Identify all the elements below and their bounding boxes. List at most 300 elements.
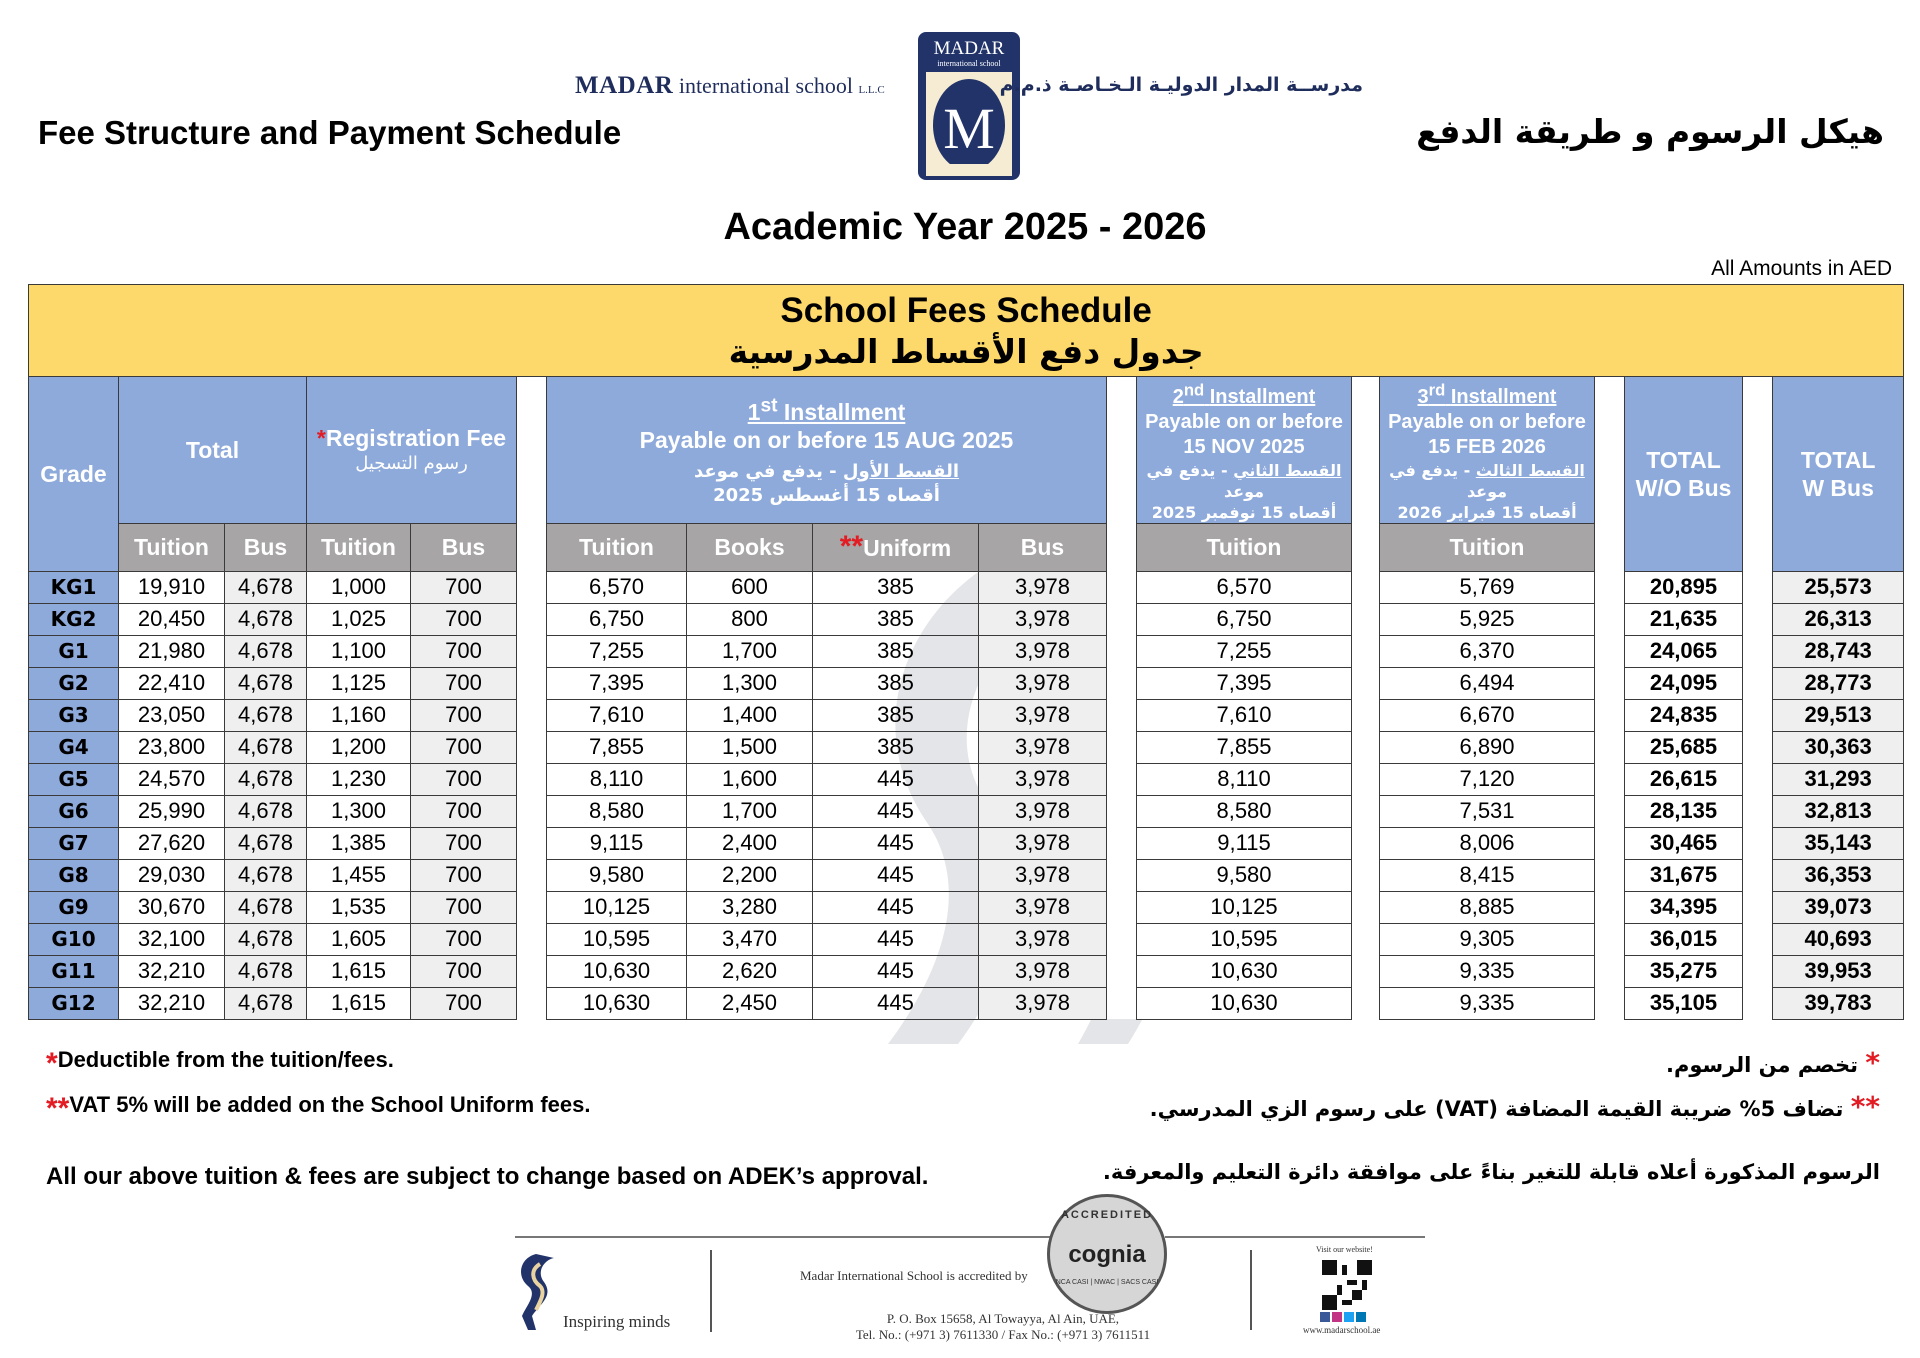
inst1-bus-cell: 3,978	[979, 603, 1107, 635]
column-gap	[1107, 763, 1137, 795]
total-bus-cell: 4,678	[225, 795, 307, 827]
inst1-tuition-cell: 8,110	[547, 763, 687, 795]
inst3-ar-text: - يدفع في موعد	[1389, 460, 1508, 501]
inst1-uniform-cell: 385	[813, 635, 979, 667]
inst1-uniform-cell: 445	[813, 795, 979, 827]
total-wo-bus-cell: 28,135	[1625, 795, 1743, 827]
total-tuition-cell: 20,450	[119, 603, 225, 635]
registration-tuition-cell: 1,615	[307, 987, 411, 1019]
column-gap	[1595, 955, 1625, 987]
column-gap	[517, 763, 547, 795]
column-gap	[1743, 699, 1773, 731]
brand-name-arabic: مدرســة المدار الدوليـة الـخـاصـة ذ.م.م	[999, 74, 1363, 96]
footer-tagline: Inspiring minds	[563, 1312, 671, 1331]
subheader-inst3-tuition: Tuition	[1380, 523, 1595, 571]
inst3-tuition-cell: 5,925	[1380, 603, 1595, 635]
inst1-ordinal: 1	[747, 398, 761, 425]
total-wo-bus-cell: 25,685	[1625, 731, 1743, 763]
column-gap	[1352, 827, 1380, 859]
grade-cell: KG2	[29, 603, 119, 635]
inst1-bus-cell: 3,978	[979, 571, 1107, 603]
inst2-tuition-cell: 10,630	[1137, 955, 1352, 987]
table-row	[29, 731, 1904, 763]
fees-table-container	[28, 284, 1903, 1016]
inst3-tuition-cell: 8,006	[1380, 827, 1595, 859]
table-row	[29, 923, 1904, 955]
footer-phone: Tel. No.: (+971 3) 7611330 / Fax No.: (+971 3) 7611511	[855, 1327, 1151, 1342]
inst1-uniform-cell: 445	[813, 987, 979, 1019]
inst1-tuition-cell: 9,115	[547, 827, 687, 859]
total-wo-bus-cell: 24,065	[1625, 635, 1743, 667]
note-subject-to-change: All our above tuition & fees are subject to change based on ADEK’s approval.	[46, 1163, 929, 1190]
column-gap	[1743, 763, 1773, 795]
note-vat-arabic	[1150, 1090, 1880, 1123]
inst2-due-date: 15 NOV 2025	[1183, 435, 1305, 458]
registration-tuition-cell: 1,455	[307, 859, 411, 891]
total-tuition-cell: 21,980	[119, 635, 225, 667]
inst1-bus-cell: 3,978	[979, 635, 1107, 667]
inst3-tuition-cell: 9,335	[1380, 955, 1595, 987]
page-title-english: Fee Structure and Payment Schedule	[38, 114, 622, 151]
header-grade: Grade	[29, 377, 119, 572]
inst1-bus-cell: 3,978	[979, 891, 1107, 923]
total-tuition-cell: 29,030	[119, 859, 225, 891]
subheader-inst1-books: Books	[687, 523, 813, 571]
inst1-uniform-cell: 445	[813, 955, 979, 987]
inst1-due-date: Payable on or before 15 AUG 2025	[639, 426, 1014, 453]
header-total: Total	[119, 377, 307, 524]
svg-text:MADAR: MADAR	[933, 38, 1005, 59]
registration-bus-cell: 700	[411, 987, 517, 1019]
inst1-ar-title: القسط الأول	[842, 460, 960, 482]
column-gap	[1107, 699, 1137, 731]
column-gap	[517, 859, 547, 891]
inst3-ar-date: أقصاه 15 فبراير 2026	[1397, 502, 1577, 522]
table-row	[29, 603, 1904, 635]
column-gap	[517, 827, 547, 859]
inst1-books-cell: 1,600	[687, 763, 813, 795]
qr-code-icon[interactable]	[1322, 1260, 1372, 1310]
inst1-uniform-cell: 385	[813, 667, 979, 699]
inst3-tuition-cell: 7,531	[1380, 795, 1595, 827]
grade-cell: G8	[29, 859, 119, 891]
column-gap	[1352, 923, 1380, 955]
inst1-uniform-cell: 445	[813, 827, 979, 859]
column-gap	[1352, 731, 1380, 763]
grade-cell: G2	[29, 667, 119, 699]
subheader-inst2-tuition: Tuition	[1137, 523, 1352, 571]
inst3-tuition-cell: 6,670	[1380, 699, 1595, 731]
inst2-tuition-cell: 7,855	[1137, 731, 1352, 763]
subheader-inst1-uniform	[813, 523, 979, 571]
inst2-ar-date: أقصاه 15 نوفمبر 2025	[1151, 502, 1337, 522]
note-subject-to-change-arabic: الرسوم المذكورة أعلاه قابلة للتغير بناءً على موافقة دائرة التعليم والمعرفة.	[1102, 1160, 1880, 1184]
table-row	[29, 891, 1904, 923]
brand-name-english	[575, 72, 885, 100]
inst1-bus-cell: 3,978	[979, 763, 1107, 795]
column-gap	[1352, 795, 1380, 827]
total-wo-bus-cell: 30,465	[1625, 827, 1743, 859]
total-bus-cell: 4,678	[225, 603, 307, 635]
inst3-title: Installment	[1450, 385, 1557, 408]
total-tuition-cell: 32,210	[119, 955, 225, 987]
column-gap	[1352, 571, 1380, 603]
subheader-inst1-bus: Bus	[979, 523, 1107, 571]
column-gap	[517, 795, 547, 827]
inst3-due-date: 15 FEB 2026	[1428, 435, 1546, 458]
column-gap	[517, 571, 547, 603]
total-w-bus-cell: 39,783	[1773, 987, 1904, 1019]
header-installment-1	[547, 377, 1107, 524]
column-gap	[1743, 377, 1773, 572]
brand-name-main: MADAR	[575, 72, 674, 99]
inst2-due-label: Payable on or before	[1145, 410, 1343, 433]
total-bus-cell: 4,678	[225, 635, 307, 667]
column-gap	[1352, 859, 1380, 891]
grade-cell: G9	[29, 891, 119, 923]
registration-bus-cell: 700	[411, 763, 517, 795]
inst1-tuition-cell: 6,750	[547, 603, 687, 635]
facebook-icon[interactable]	[1320, 1312, 1330, 1322]
inst1-tuition-cell: 9,580	[547, 859, 687, 891]
inst2-tuition-cell: 9,580	[1137, 859, 1352, 891]
fees-table-body	[29, 571, 1904, 1019]
total-tuition-cell: 27,620	[119, 827, 225, 859]
inst3-tuition-cell: 9,305	[1380, 923, 1595, 955]
total-wo-bus-cell: 24,835	[1625, 699, 1743, 731]
column-gap	[517, 377, 547, 572]
column-gap	[1743, 827, 1773, 859]
inst1-tuition-cell: 6,570	[547, 571, 687, 603]
column-gap	[517, 923, 547, 955]
column-gap	[1743, 955, 1773, 987]
registration-bus-cell: 700	[411, 571, 517, 603]
column-gap	[1595, 923, 1625, 955]
column-gap	[1352, 635, 1380, 667]
social-icons	[1320, 1312, 1366, 1322]
inst1-tuition-cell: 7,855	[547, 731, 687, 763]
column-gap	[1743, 667, 1773, 699]
inst1-ar-text: - يدفع في موعد	[693, 460, 843, 482]
total-w-bus-cell: 35,143	[1773, 827, 1904, 859]
inst1-books-cell: 1,700	[687, 795, 813, 827]
total-w-bus-line1: TOTAL	[1800, 446, 1876, 473]
inst3-due-label: Payable on or before	[1388, 410, 1586, 433]
column-gap	[1107, 891, 1137, 923]
currency-note: All Amounts in AED	[1711, 257, 1892, 280]
inst2-tuition-cell: 7,395	[1137, 667, 1352, 699]
inst1-uniform-cell: 445	[813, 859, 979, 891]
inst2-ar-text: - يدفع في موعد	[1146, 460, 1265, 501]
inst1-tuition-cell: 10,630	[547, 987, 687, 1019]
total-w-bus-cell: 32,813	[1773, 795, 1904, 827]
column-gap	[1595, 763, 1625, 795]
accreditation-text: Madar International School is accredited by	[800, 1268, 1028, 1283]
inst2-tuition-cell: 10,630	[1137, 987, 1352, 1019]
column-gap	[1595, 731, 1625, 763]
inst1-tuition-cell: 10,630	[547, 955, 687, 987]
total-wo-bus-cell: 21,635	[1625, 603, 1743, 635]
grade-cell: G10	[29, 923, 119, 955]
header-total-without-bus	[1625, 377, 1743, 572]
inst1-books-cell: 3,280	[687, 891, 813, 923]
inst1-tuition-cell: 7,610	[547, 699, 687, 731]
column-gap	[1352, 955, 1380, 987]
inst1-bus-cell: 3,978	[979, 699, 1107, 731]
column-gap	[1107, 603, 1137, 635]
asterisk-marker: *	[1865, 1046, 1880, 1079]
column-gap	[1352, 377, 1380, 572]
inst1-tuition-cell: 10,595	[547, 923, 687, 955]
grade-cell: G3	[29, 699, 119, 731]
uniform-label: Uniform	[863, 535, 952, 562]
column-gap	[1352, 699, 1380, 731]
total-w-bus-cell: 28,773	[1773, 667, 1904, 699]
inst1-uniform-cell: 445	[813, 891, 979, 923]
registration-tuition-cell: 1,200	[307, 731, 411, 763]
banner-title-arabic: جدول دفع الأقساط المدرسية	[728, 331, 1204, 371]
registration-bus-cell: 700	[411, 731, 517, 763]
inst1-uniform-cell: 385	[813, 731, 979, 763]
registration-tuition-cell: 1,535	[307, 891, 411, 923]
total-tuition-cell: 23,800	[119, 731, 225, 763]
total-wo-bus-cell: 35,105	[1625, 987, 1743, 1019]
asterisk-marker: *	[316, 424, 326, 451]
inst1-bus-cell: 3,978	[979, 955, 1107, 987]
inst2-tuition-cell: 10,125	[1137, 891, 1352, 923]
total-tuition-cell: 19,910	[119, 571, 225, 603]
column-gap	[1352, 667, 1380, 699]
note-vat	[46, 1092, 591, 1126]
inst3-tuition-cell: 6,494	[1380, 667, 1595, 699]
total-bus-cell: 4,678	[225, 923, 307, 955]
banner-title-english: School Fees Schedule	[780, 290, 1152, 330]
registration-bus-cell: 700	[411, 827, 517, 859]
seal-top-text: ACCREDITED	[1060, 1209, 1154, 1221]
column-gap	[1743, 891, 1773, 923]
total-wo-bus-cell: 31,675	[1625, 859, 1743, 891]
inst3-tuition-cell: 8,885	[1380, 891, 1595, 923]
total-w-bus-cell: 39,953	[1773, 955, 1904, 987]
inst3-tuition-cell: 6,370	[1380, 635, 1595, 667]
total-tuition-cell: 25,990	[119, 795, 225, 827]
column-gap	[517, 891, 547, 923]
column-gap	[1595, 827, 1625, 859]
svg-text:international school: international school	[937, 59, 1001, 68]
registration-tuition-cell: 1,025	[307, 603, 411, 635]
total-tuition-cell: 22,410	[119, 667, 225, 699]
total-wo-bus-cell: 36,015	[1625, 923, 1743, 955]
inspiring-minds-logo-icon	[514, 1252, 558, 1332]
column-gap	[1107, 571, 1137, 603]
inst3-ordinal: 3	[1417, 385, 1429, 408]
column-gap	[1743, 923, 1773, 955]
column-gap	[1107, 987, 1137, 1019]
school-crest-logo-icon	[916, 30, 1022, 182]
registration-bus-cell: 700	[411, 603, 517, 635]
inst2-tuition-cell: 7,610	[1137, 699, 1352, 731]
subheader-total-tuition: Tuition	[119, 523, 225, 571]
inst1-books-cell: 1,500	[687, 731, 813, 763]
column-gap	[1595, 699, 1625, 731]
footer-divider-left	[515, 1236, 1050, 1238]
inst1-books-cell: 1,300	[687, 667, 813, 699]
svg-text:M: M	[943, 96, 995, 161]
column-gap	[1743, 731, 1773, 763]
inst1-books-cell: 3,470	[687, 923, 813, 955]
inst1-uniform-cell: 385	[813, 603, 979, 635]
asterisk-marker: *	[46, 1047, 58, 1080]
table-row	[29, 763, 1904, 795]
column-gap	[1595, 859, 1625, 891]
inst1-sup: st	[760, 395, 778, 416]
fees-table	[28, 284, 1904, 1020]
inst1-books-cell: 800	[687, 603, 813, 635]
header-installment-2	[1137, 377, 1352, 524]
inst1-uniform-cell: 385	[813, 571, 979, 603]
inst1-ar-date: أقصاه 15 أغسطس 2025	[713, 484, 940, 506]
table-row	[29, 827, 1904, 859]
note-deductible-arabic-text: تخصم من الرسوم.	[1665, 1053, 1859, 1077]
grade-cell: G6	[29, 795, 119, 827]
table-row	[29, 987, 1904, 1019]
total-bus-cell: 4,678	[225, 571, 307, 603]
column-gap	[1595, 635, 1625, 667]
total-w-bus-cell: 29,513	[1773, 699, 1904, 731]
visit-website-label: Visit our website!	[1316, 1245, 1373, 1254]
total-wo-bus-cell: 26,615	[1625, 763, 1743, 795]
inst2-tuition-cell: 10,595	[1137, 923, 1352, 955]
double-asterisk-marker: **	[839, 530, 864, 564]
header-installment-3	[1380, 377, 1595, 524]
registration-bus-cell: 700	[411, 859, 517, 891]
linkedin-icon[interactable]	[1356, 1312, 1366, 1322]
registration-tuition-cell: 1,385	[307, 827, 411, 859]
total-tuition-cell: 32,210	[119, 987, 225, 1019]
double-asterisk-marker: **	[46, 1092, 70, 1125]
footer-website[interactable]: www.madarschool.ae	[1303, 1325, 1381, 1335]
registration-tuition-cell: 1,300	[307, 795, 411, 827]
footer-vertical-divider	[1250, 1250, 1252, 1330]
inst2-ordinal: 2	[1172, 385, 1184, 408]
grade-cell: G7	[29, 827, 119, 859]
column-gap	[1743, 987, 1773, 1019]
inst1-tuition-cell: 10,125	[547, 891, 687, 923]
inst3-sup: rd	[1428, 380, 1446, 399]
column-gap	[1743, 635, 1773, 667]
inst1-bus-cell: 3,978	[979, 667, 1107, 699]
total-w-bus-cell: 40,693	[1773, 923, 1904, 955]
total-bus-cell: 4,678	[225, 955, 307, 987]
note-deductible-text: Deductible from the tuition/fees.	[57, 1047, 394, 1072]
total-bus-cell: 4,678	[225, 699, 307, 731]
subheader-inst1-tuition: Tuition	[547, 523, 687, 571]
brand-name-rest: international school	[678, 73, 853, 98]
inst1-tuition-cell: 7,395	[547, 667, 687, 699]
column-gap	[1107, 635, 1137, 667]
inst3-tuition-cell: 6,890	[1380, 731, 1595, 763]
inst3-tuition-cell: 5,769	[1380, 571, 1595, 603]
inst3-tuition-cell: 8,415	[1380, 859, 1595, 891]
inst1-bus-cell: 3,978	[979, 987, 1107, 1019]
inst2-tuition-cell: 8,580	[1137, 795, 1352, 827]
subheader-total-bus: Bus	[225, 523, 307, 571]
total-tuition-cell: 23,050	[119, 699, 225, 731]
inst1-books-cell: 1,400	[687, 699, 813, 731]
registration-tuition-cell: 1,100	[307, 635, 411, 667]
column-gap	[1595, 987, 1625, 1019]
column-gap	[1107, 827, 1137, 859]
cognia-accreditation-seal	[1047, 1194, 1167, 1314]
subheader-registration-bus: Bus	[411, 523, 517, 571]
inst1-bus-cell: 3,978	[979, 859, 1107, 891]
inst3-ar-title: القسط الثالث	[1475, 460, 1585, 480]
seal-bottom-text: NCA CASI | NWAC | SACS CASI	[1055, 1279, 1159, 1286]
inst1-tuition-cell: 7,255	[547, 635, 687, 667]
column-gap	[1595, 667, 1625, 699]
registration-tuition-cell: 1,615	[307, 955, 411, 987]
instagram-icon[interactable]	[1332, 1312, 1342, 1322]
registration-bus-cell: 700	[411, 923, 517, 955]
column-gap	[1107, 795, 1137, 827]
total-tuition-cell: 24,570	[119, 763, 225, 795]
total-bus-cell: 4,678	[225, 731, 307, 763]
note-deductible	[46, 1047, 394, 1081]
grade-cell: G12	[29, 987, 119, 1019]
registration-bus-cell: 700	[411, 891, 517, 923]
table-row	[29, 795, 1904, 827]
column-gap	[1743, 859, 1773, 891]
inst1-bus-cell: 3,978	[979, 731, 1107, 763]
column-gap	[517, 603, 547, 635]
column-gap	[1743, 603, 1773, 635]
total-wo-bus-cell: 35,275	[1625, 955, 1743, 987]
inst1-uniform-cell: 385	[813, 699, 979, 731]
registration-bus-cell: 700	[411, 699, 517, 731]
registration-tuition-cell: 1,000	[307, 571, 411, 603]
table-row	[29, 667, 1904, 699]
inst1-books-cell: 600	[687, 571, 813, 603]
footer-vertical-divider	[710, 1250, 712, 1332]
note-vat-text: VAT 5% will be added on the School Uniform fees.	[69, 1092, 591, 1117]
inst1-uniform-cell: 445	[813, 763, 979, 795]
column-gap	[1352, 891, 1380, 923]
inst1-bus-cell: 3,978	[979, 795, 1107, 827]
column-gap	[517, 955, 547, 987]
column-gap	[517, 667, 547, 699]
double-asterisk-marker: **	[1850, 1090, 1880, 1123]
twitter-icon[interactable]	[1344, 1312, 1354, 1322]
total-bus-cell: 4,678	[225, 667, 307, 699]
total-w-bus-cell: 26,313	[1773, 603, 1904, 635]
column-gap	[1352, 987, 1380, 1019]
column-gap	[1743, 795, 1773, 827]
registration-tuition-cell: 1,230	[307, 763, 411, 795]
inst2-tuition-cell: 6,570	[1137, 571, 1352, 603]
column-gap	[517, 699, 547, 731]
total-bus-cell: 4,678	[225, 859, 307, 891]
total-wo-bus-line2: W/O Bus	[1635, 474, 1732, 501]
registration-bus-cell: 700	[411, 955, 517, 987]
total-w-bus-cell: 31,293	[1773, 763, 1904, 795]
registration-tuition-cell: 1,125	[307, 667, 411, 699]
column-gap	[1352, 763, 1380, 795]
inst1-books-cell: 1,700	[687, 635, 813, 667]
column-gap	[1595, 377, 1625, 572]
brand-name-suffix: L.L.C	[858, 84, 885, 96]
footer-divider-right	[1165, 1236, 1425, 1238]
column-gap	[1107, 667, 1137, 699]
